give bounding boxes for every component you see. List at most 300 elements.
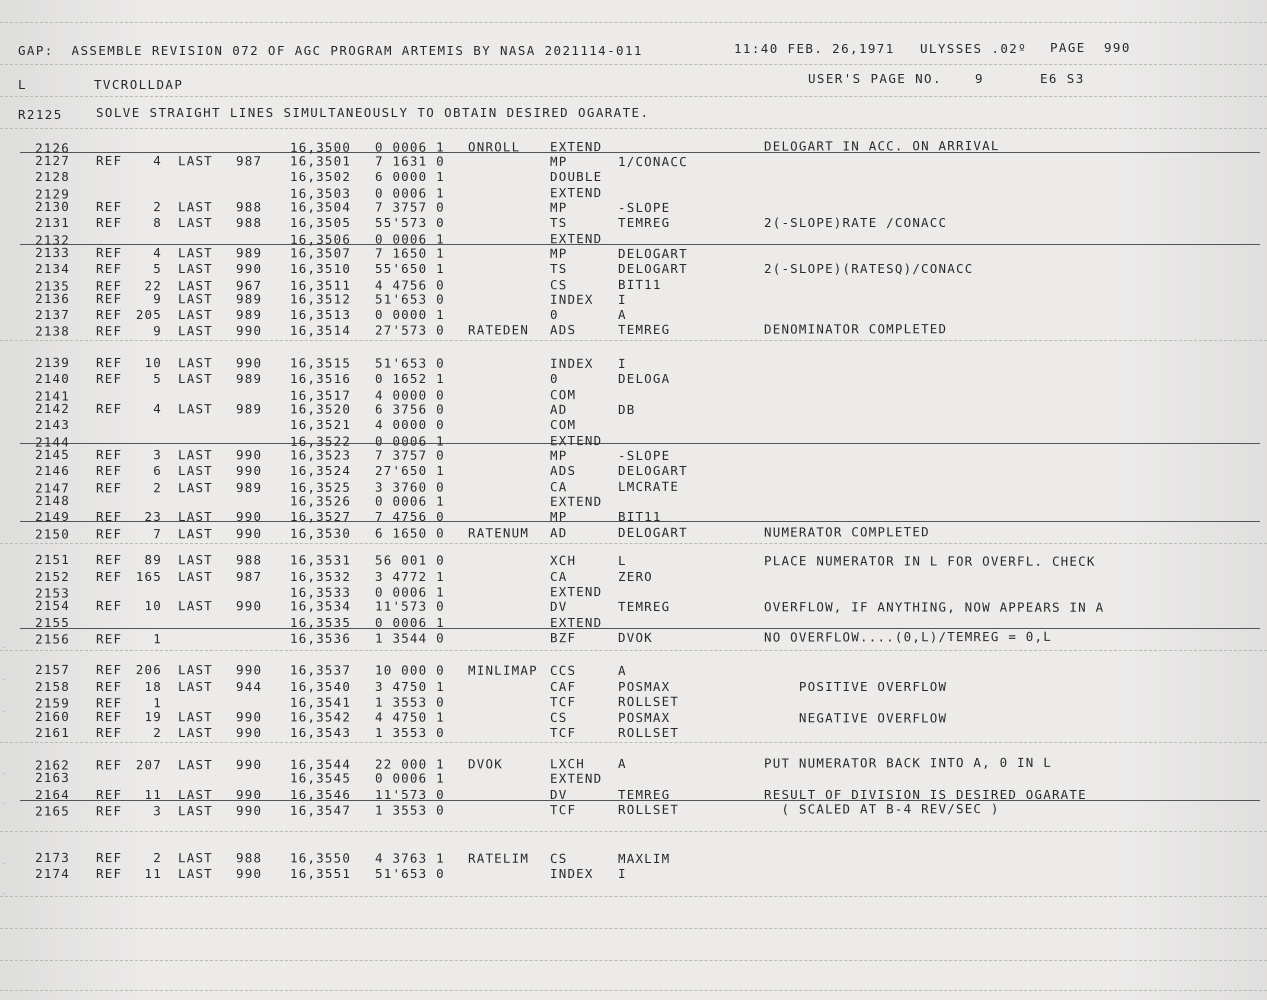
row-addr: 16,3541 (289, 694, 352, 710)
row-addr: 16,3544 (289, 756, 352, 772)
row-op: 0 (550, 307, 559, 322)
listing-row (0, 262, 1267, 276)
row-op: BZF (549, 630, 577, 646)
row-page: 990 (236, 463, 263, 478)
row-op: TS (550, 215, 568, 230)
row-word: 27'573 0 (374, 322, 445, 338)
row-last: LAST (177, 552, 213, 568)
row-operand: BIT11 (617, 276, 662, 293)
row-addr: 16,3546 (290, 787, 352, 802)
row-word: 51'653 0 (375, 866, 445, 881)
row-comment (764, 478, 1264, 479)
row-line: 2159 (35, 695, 71, 711)
row-comment (764, 403, 1264, 404)
row-last: LAST (178, 866, 213, 881)
row-word: 55'573 0 (375, 215, 445, 230)
listing-row (0, 200, 1267, 216)
row-page: 990 (235, 709, 263, 725)
row-addr: 16,3501 (289, 153, 352, 169)
row-comment (764, 201, 1264, 202)
listing-row (0, 680, 1267, 694)
row-operand: TEMREG (618, 215, 671, 230)
row-addr: 16,3522 (289, 433, 352, 449)
row-count: 206 (135, 662, 163, 678)
row-operand: TEMREG (617, 598, 671, 615)
row-op: EXTEND (549, 231, 603, 247)
row-ref: REF (95, 447, 123, 463)
row-comment: NEGATIVE OVERFLOW (763, 710, 948, 726)
row-comment (764, 293, 1264, 294)
row-line: 2164 (35, 787, 70, 802)
row-operand: MAXLIM (617, 850, 671, 867)
row-line: 2154 (35, 597, 71, 614)
row-page: 990 (235, 662, 263, 678)
row-comment (764, 230, 1264, 231)
row-op: EXTEND (549, 584, 603, 600)
row-addr: 16,3533 (289, 584, 352, 600)
row-line: 2132 (35, 232, 71, 248)
row-count: 9 (153, 291, 163, 307)
row-comment: ( SCALED AT B-4 REV/SEC ) (763, 801, 1000, 817)
row-op: INDEX (549, 355, 594, 371)
row-operand: DB (617, 401, 636, 418)
row-comment (764, 432, 1264, 433)
row-last: LAST (178, 509, 213, 524)
listing-row (0, 710, 1267, 726)
row-ref: REF (95, 757, 123, 773)
row-addr: 16,3504 (289, 199, 352, 215)
row-op: ADS (549, 322, 577, 338)
form-rule (0, 896, 1267, 897)
row-last: LAST (177, 526, 213, 542)
row-addr: 16,3512 (289, 291, 352, 307)
row-page: 989 (235, 291, 263, 307)
row-line: 2129 (35, 186, 71, 202)
row-last: LAST (178, 307, 213, 322)
row-ref: REF (96, 307, 123, 322)
row-count: 19 (144, 709, 163, 725)
row-operand: -SLOPE (617, 447, 671, 464)
row-word: 3 4772 1 (375, 569, 445, 584)
row-count: 5 (153, 261, 162, 276)
row-op: DV (550, 787, 568, 802)
row-last: LAST (178, 569, 213, 584)
row-op: LXCH (549, 756, 585, 772)
row-last: LAST (178, 787, 213, 802)
row-line: 2126 (35, 140, 71, 156)
row-page: 990 (236, 261, 263, 276)
row-line: 2148 (35, 492, 71, 509)
row-line: 2157 (35, 661, 71, 678)
row-word: 0 0006 1 (374, 493, 445, 509)
row-ref: REF (95, 598, 123, 614)
row-word: 4 0000 0 (374, 387, 445, 403)
row-addr: 16,3520 (289, 401, 352, 417)
row-count: 10 (144, 598, 163, 614)
row-word: 51'653 0 (374, 355, 445, 371)
row-op: MP (549, 245, 568, 261)
row-op: TCF (550, 725, 577, 740)
row-line: 2139 (35, 354, 71, 371)
listing-row (0, 448, 1267, 464)
page-label: PAGE (1050, 40, 1086, 55)
row-word: 7 1650 1 (374, 245, 445, 261)
row-word: 3 3760 0 (374, 479, 445, 495)
row-page: 989 (236, 307, 263, 322)
section-name: TVCROLLDAP (94, 77, 184, 92)
row-line: 2145 (35, 446, 71, 463)
listing-row (0, 851, 1267, 867)
row-word: 0 0006 1 (374, 770, 445, 786)
row-ref: REF (96, 679, 123, 694)
row-label: RATEDEN (467, 322, 530, 338)
comment-line-text: SOLVE STRAIGHT LINES SIMULTANEOUSLY TO OBTAIN DESIRED OGARATE. (96, 105, 650, 120)
row-operand: BIT11 (618, 509, 662, 524)
row-page: 988 (235, 850, 263, 866)
row-page: 989 (235, 245, 263, 261)
row-comment (764, 247, 1264, 248)
row-addr: 16,3517 (289, 387, 352, 403)
row-page: 967 (235, 277, 263, 294)
row-last: LAST (177, 850, 213, 866)
row-comment (764, 772, 1264, 773)
row-line: 2136 (35, 290, 71, 307)
row-operand: ROLLSET (618, 725, 680, 740)
row-page: 990 (235, 525, 263, 542)
row-count: 8 (153, 215, 162, 230)
row-op: CA (549, 479, 568, 495)
form-rule (0, 990, 1267, 991)
row-comment (764, 276, 1264, 277)
row-page: 990 (236, 787, 263, 802)
row-comment (764, 155, 1264, 156)
margin-mark: · (2, 860, 7, 868)
row-operand: DELOGA (618, 371, 671, 386)
row-addr: 16,3500 (289, 139, 352, 155)
row-addr: 16,3510 (290, 261, 352, 276)
listing-row (0, 616, 1267, 630)
row-comment (764, 852, 1264, 853)
row-word: 7 1631 0 (374, 153, 445, 169)
row-operand: ROLLSET (617, 693, 680, 710)
row-operand: A (617, 662, 627, 678)
row-ref: REF (96, 569, 123, 584)
row-word: 0 0006 1 (374, 231, 445, 247)
row-count: 2 (153, 480, 163, 496)
row-comment: POSITIVE OVERFLOW (764, 679, 948, 694)
row-addr: 16,3527 (290, 509, 352, 524)
row-page: 988 (235, 552, 263, 568)
row-ref: REF (95, 245, 123, 261)
row-last: LAST (177, 480, 213, 496)
row-word: 51'653 0 (374, 291, 445, 307)
row-last: LAST (177, 709, 213, 725)
row-page: 989 (235, 401, 263, 417)
row-comment (764, 495, 1264, 496)
form-rule (0, 650, 1267, 651)
system-version: ULYSSES .02º (920, 41, 1028, 56)
row-ref: REF (95, 153, 123, 169)
row-op: INDEX (550, 866, 594, 881)
row-word: 7 3757 0 (374, 447, 445, 463)
row-op: MP (549, 153, 568, 169)
row-word: 10 000 0 (374, 662, 445, 678)
row-operand: DELOGART (617, 245, 688, 262)
row-op: MP (550, 509, 568, 524)
row-op: CS (549, 277, 568, 293)
row-comment: PUT NUMERATOR BACK INTO A, 0 IN L (763, 754, 1052, 771)
margin-mark: · (2, 708, 7, 716)
row-word: 0 1652 1 (375, 371, 445, 386)
row-word: 1 3544 0 (374, 630, 445, 646)
row-line: 2156 (35, 631, 71, 647)
row-label: RATELIM (467, 850, 530, 866)
row-ref: REF (95, 291, 123, 307)
row-last: LAST (177, 278, 213, 294)
listing-row (0, 418, 1267, 432)
form-rule (0, 64, 1267, 65)
row-line: 2147 (35, 480, 71, 496)
row-page: 990 (235, 447, 263, 463)
listing-row (0, 464, 1267, 478)
row-operand: DVOK (617, 629, 653, 646)
row-line: 2128 (35, 169, 70, 184)
row-word: 0 0000 1 (375, 307, 445, 322)
row-op: EXTEND (549, 139, 603, 155)
listing-row (0, 801, 1267, 818)
listing-row (0, 402, 1267, 418)
row-operand: DELOGART (617, 524, 688, 541)
row-operand: 1/CONACC (617, 153, 688, 170)
listing-row (0, 170, 1267, 184)
row-comment: NUMERATOR COMPLETED (763, 524, 930, 540)
row-comment: 2(-SLOPE)(RATESQ)/CONACC (764, 261, 974, 276)
row-addr: 16,3535 (290, 615, 352, 630)
row-addr: 16,3525 (289, 479, 352, 495)
row-last: LAST (177, 323, 213, 339)
row-word: 1 3553 0 (374, 802, 445, 818)
row-label: MINLIMAP (467, 662, 538, 678)
row-operand: DELOGART (618, 463, 688, 478)
row-last: LAST (178, 371, 213, 386)
form-rule (0, 128, 1267, 129)
listing-row (0, 867, 1267, 881)
row-addr: 16,3505 (290, 215, 352, 230)
row-word: 1 3553 0 (374, 694, 445, 710)
row-line: 2134 (35, 261, 70, 276)
row-last: LAST (177, 199, 213, 215)
row-word: 0 0006 1 (374, 139, 445, 155)
row-line: 2173 (35, 849, 71, 866)
listing-row (0, 321, 1267, 338)
row-line: 2143 (35, 417, 70, 432)
row-op: MP (549, 447, 568, 463)
row-ref: REF (96, 866, 123, 881)
row-ref: REF (95, 662, 123, 678)
row-count: 11 (144, 866, 162, 881)
row-ref: REF (96, 261, 123, 276)
listing-title: GAP: ASSEMBLE REVISION 072 OF AGC PROGRAM ARTEMIS BY NASA 2021114-011 (18, 43, 643, 58)
row-op: INDEX (549, 291, 594, 307)
row-count: 4 (153, 401, 163, 417)
row-page: 990 (235, 355, 263, 371)
row-comment (764, 386, 1264, 387)
row-comment: DELOGART IN ACC. ON ARRIVAL (763, 138, 1000, 154)
row-line: 2163 (35, 769, 71, 786)
row-addr: 16,3523 (289, 447, 352, 463)
row-addr: 16,3511 (289, 277, 352, 293)
row-word: 1 3553 0 (375, 725, 445, 740)
row-page: 987 (235, 153, 263, 169)
listing-row (0, 478, 1267, 495)
row-page: 990 (235, 322, 263, 339)
row-ref: REF (96, 371, 123, 386)
row-ref: REF (96, 509, 123, 524)
row-addr: 16,3514 (289, 322, 352, 338)
row-word: 7 4756 0 (375, 509, 445, 524)
row-last: LAST (177, 447, 213, 463)
row-addr: 16,3530 (289, 525, 352, 541)
row-count: 207 (135, 757, 163, 773)
row-addr: 16,3542 (289, 709, 352, 725)
row-addr: 16,3534 (289, 598, 352, 614)
row-ref: REF (95, 803, 123, 819)
row-line: 2135 (35, 278, 71, 294)
row-op: XCH (549, 552, 577, 568)
row-count: 9 (153, 323, 163, 339)
row-addr: 16,3526 (289, 493, 352, 509)
row-ref: REF (95, 401, 123, 417)
row-page: 990 (235, 802, 263, 819)
row-ref: REF (95, 631, 123, 647)
row-comment (764, 357, 1264, 358)
row-ref: REF (96, 463, 123, 478)
row-word: 3 4750 1 (375, 679, 445, 694)
row-count: 7 (153, 526, 163, 542)
row-operand: I (618, 866, 627, 881)
row-ref: REF (95, 323, 123, 339)
row-addr: 16,3532 (290, 569, 352, 584)
row-op: COM (550, 417, 577, 432)
row-count: 18 (144, 679, 162, 694)
listing-row (0, 524, 1267, 541)
row-page: 990 (236, 509, 263, 524)
row-op: CS (549, 850, 568, 866)
row-last: LAST (178, 215, 213, 230)
row-last: LAST (177, 803, 213, 819)
row-page: 990 (236, 866, 263, 881)
row-addr: 16,3521 (290, 417, 352, 432)
comment-line-number: R2125 (18, 107, 63, 122)
row-operand: I (617, 355, 627, 371)
row-line: 2165 (35, 803, 71, 819)
listing-row (0, 510, 1267, 524)
row-comment: DENOMINATOR COMPLETED (763, 321, 948, 337)
row-count: 1 (153, 631, 163, 647)
margin-mark: · (2, 644, 7, 652)
row-addr: 16,3515 (289, 355, 352, 371)
row-line: 2160 (35, 708, 71, 725)
listing-row (0, 755, 1267, 772)
row-last: LAST (177, 757, 213, 773)
row-last: LAST (178, 679, 213, 694)
row-addr: 16,3537 (289, 662, 352, 678)
row-operand: POSMAX (617, 709, 671, 726)
row-last: LAST (177, 245, 213, 261)
row-ref: REF (95, 278, 123, 294)
row-line: 2130 (35, 198, 71, 215)
row-word: 6 0000 1 (375, 169, 445, 184)
row-op: TCF (549, 802, 577, 818)
row-last: LAST (177, 153, 213, 169)
row-comment (764, 693, 1264, 694)
row-line: 2158 (35, 679, 70, 694)
margin-mark: · (2, 770, 7, 778)
row-word: 27'650 1 (375, 463, 445, 478)
row-line: 2152 (35, 569, 70, 584)
row-operand: TEMREG (617, 321, 671, 338)
row-operand: TEMREG (618, 787, 671, 802)
row-count: 4 (153, 245, 163, 261)
row-ref: REF (95, 709, 123, 725)
row-op: EXTEND (549, 433, 603, 449)
row-op: AD (549, 401, 568, 417)
row-addr: 16,3503 (289, 185, 352, 201)
row-ref: REF (95, 480, 123, 496)
row-line: 2131 (35, 215, 70, 230)
row-line: 2144 (35, 434, 71, 450)
row-last: LAST (178, 463, 213, 478)
margin-mark: · (2, 890, 7, 898)
row-count: 89 (144, 552, 163, 568)
row-word: 0 0006 1 (374, 584, 445, 600)
listing-row (0, 629, 1267, 646)
row-count: 205 (135, 307, 162, 322)
row-count: 5 (153, 371, 162, 386)
row-addr: 16,3545 (289, 770, 352, 786)
row-count: 23 (144, 509, 162, 524)
row-op: 0 (550, 371, 559, 386)
row-count: 165 (135, 569, 162, 584)
row-operand: L (617, 552, 627, 568)
row-page: 989 (236, 371, 263, 386)
listing-row (0, 356, 1267, 372)
row-op: EXTEND (549, 770, 603, 786)
row-line: 2137 (35, 307, 70, 322)
form-rule (0, 960, 1267, 961)
row-comment (764, 184, 1264, 185)
row-operand: A (617, 756, 627, 772)
margin-mark: · (2, 800, 7, 808)
row-op: TS (550, 261, 568, 276)
row-page: 990 (235, 598, 263, 614)
row-op: EXTEND (550, 615, 603, 630)
listing-row (0, 788, 1267, 802)
row-last: LAST (177, 662, 213, 678)
form-rule (0, 742, 1267, 743)
row-last: LAST (178, 725, 213, 740)
row-word: 7 3757 0 (374, 199, 445, 215)
row-comment: RESULT OF DIVISION IS DESIRED OGARATE (764, 787, 1087, 802)
row-operand: POSMAX (618, 679, 671, 694)
row-word: 4 3763 1 (374, 850, 445, 866)
row-operand: -SLOPE (617, 199, 671, 216)
listing-row (0, 216, 1267, 230)
row-comment: NO OVERFLOW....(0,L)/TEMREG = 0,L (763, 628, 1052, 645)
row-addr: 16,3506 (289, 231, 352, 247)
users-page-number: 9 (975, 71, 984, 86)
row-line: 2146 (35, 463, 70, 478)
